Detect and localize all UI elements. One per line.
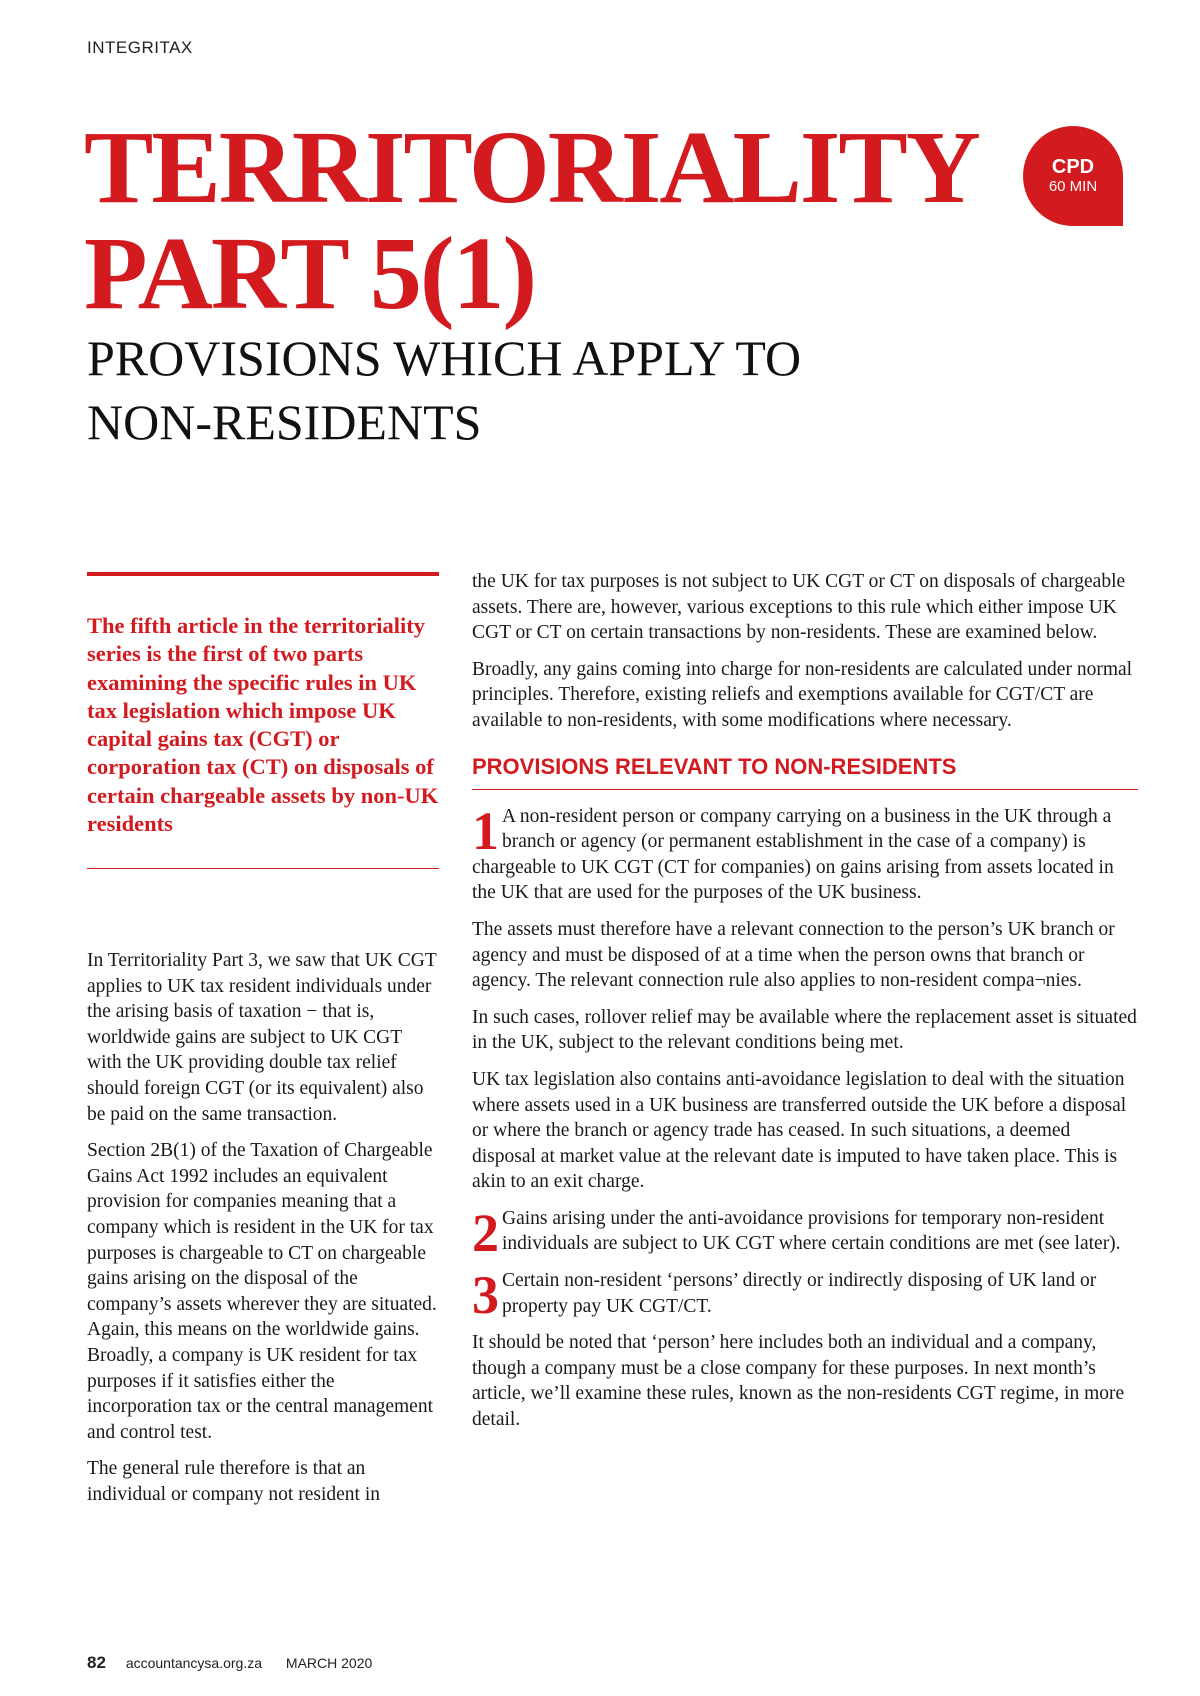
subtitle-line-1: PROVISIONS WHICH APPLY TO (87, 330, 802, 386)
title-line-1: TERRITORIALITY (84, 110, 979, 225)
divider-bottom (87, 868, 439, 869)
item-number: 2 (472, 1202, 499, 1263)
cpd-badge (1023, 126, 1123, 226)
section-label: INTEGRITAX (87, 38, 193, 57)
article-subtitle (87, 326, 987, 454)
paragraph: The general rule therefore is that an individual or company not resident in (87, 1458, 380, 1505)
cpd-duration: 60 MIN (1048, 178, 1098, 195)
divider-top (87, 572, 439, 576)
paragraph: Section 2B(1) of the Taxation of Chargeable Gains Act 1992 includes an equivalent provision for companies meaning that a company which is resident in the UK for tax purposes is chargeable to CT on chargeable gains arising on the disposal of the company’s assets wherever they are situated. Again, this means on the worldwide gains. Broadly, a company is UK resident for tax purposes if it satisfies either the incorporation tax or the central management and control test. (87, 1140, 437, 1443)
page-number: 82 (87, 1653, 106, 1672)
item-text: A non-resident person or company carrying on a business in the UK through a branch or agency (or permanent establishment in the case of a company) is chargeable to UK CGT (CT for companies) on gains arising from assets located in the UK that are used for the purposes of the UK business. (472, 805, 1114, 904)
item-text: Gains arising under the anti-avoidance provisions for temporary non-resident individuals are subject to UK CGT where certain conditions are met (see later). (502, 1207, 1121, 1255)
page-footer (87, 1653, 372, 1673)
numbered-item-1 (472, 800, 1138, 906)
paragraph: In such cases, rollover relief may be available where the replacement asset is situated in the UK, subject to the relevant conditions being met. (472, 1006, 1137, 1054)
article-title (84, 110, 979, 331)
section-heading: PROVISIONS RELEVANT TO NON-RESIDENTS (472, 754, 1138, 790)
cpd-label: CPD (1051, 156, 1095, 178)
paragraph: The assets must therefore have a relevant connection to the person’s UK branch or agency and must be disposed of at a time when the person owns that branch or agency. The relevant connection rule also applies to non-resident compa¬nies. (472, 918, 1115, 992)
paragraph: UK tax legislation also contains anti-avoidance legislation to deal with the situation where assets used in a UK business are transferred outside the UK before a disposal or where the branch or agency trade has ceased. In such situations, a deemed disposal at market value at the relevant date is imputed to have taken place. This is akin to an exit charge. (472, 1068, 1127, 1193)
numbered-item-3 (472, 1265, 1138, 1326)
item-number: 1 (472, 800, 499, 861)
item-text: Certain non-resident ‘persons’ directly or indirectly disposing of UK land or property pay UK CGT/CT. (502, 1270, 1097, 1317)
title-line-2: PART 5(1) (84, 216, 536, 331)
standfirst-block (87, 572, 439, 869)
standfirst: The fifth article in the territoriality series is the first of two parts examining the specific rules in UK tax legislation which impose UK capital gains tax (CGT) or corporation tax (CT) on disposals of certain chargeable assets by non-UK residents (87, 613, 439, 837)
paragraph: Broadly, any gains coming into charge for non-residents are calculated under normal principles. Therefore, existing reliefs and exemptions available for CGT/CT are available to non-residents, with some modifications where necessary. (472, 658, 1133, 731)
paragraph: the UK for tax purposes is not subject to UK CGT or CT on disposals of chargeable assets. There are, however, various exceptions to this rule which either impose UK CGT or CT on certain transactions by non-residents. These are examined below. (472, 571, 1126, 644)
footer-date: MARCH 2020 (285, 1655, 373, 1671)
paragraph: In Territoriality Part 3, we saw that UK CGT applies to UK tax resident individuals under the arising basis of taxation − that is, worldwide gains are subject to UK CGT with the UK providing double tax relief should foreign CGT (or its equivalent) also be paid on the same transaction. (87, 950, 437, 1125)
footer-site[interactable]: accountancysa.org.za (125, 1655, 263, 1671)
right-column-body (472, 569, 1138, 1444)
subtitle-line-2: NON-RESIDENTS (87, 394, 482, 450)
left-column-body (87, 948, 439, 1518)
paragraph: It should be noted that ‘person’ here includes both an individual and a company, though a company must be a close company for these purposes. In next month’s article, we’ll examine these rules, known as the non-residents CGT regime, in more detail. (472, 1332, 1125, 1431)
item-number: 3 (472, 1265, 499, 1326)
numbered-item-2 (472, 1202, 1138, 1263)
